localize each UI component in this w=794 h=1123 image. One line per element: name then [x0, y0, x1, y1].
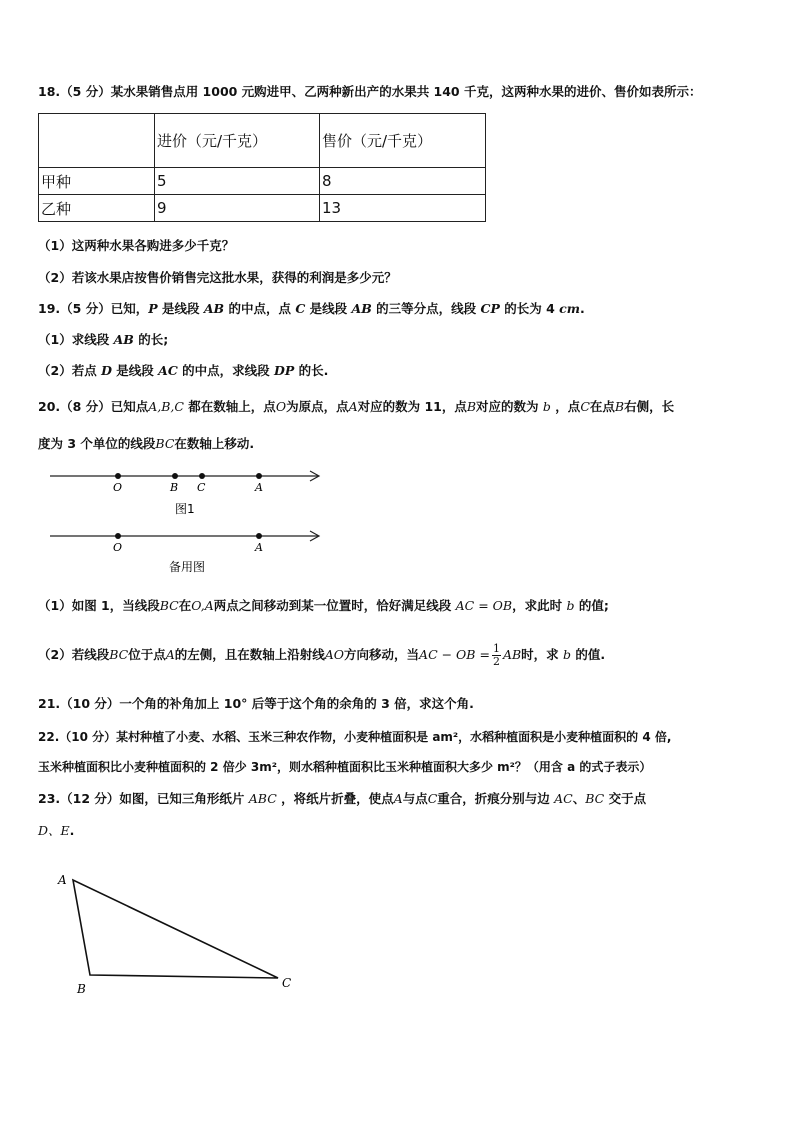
text: 与点 [402, 791, 428, 806]
vertex-label-B: B [77, 982, 86, 996]
var-BC: BC [159, 598, 179, 613]
q23-line2 [38, 822, 74, 840]
point-B [172, 473, 178, 479]
text: 度为 3 个单位的线段 [38, 436, 156, 451]
var-ABC: A,B,C [148, 399, 184, 414]
var-DP: DP [274, 363, 295, 378]
var-C: C [295, 301, 306, 316]
q23-line1 [38, 790, 646, 808]
vertex-label-A: A [58, 873, 67, 887]
text: 的长; [138, 332, 169, 347]
table-cell: 13 [320, 195, 486, 222]
text: 的长为 4 [504, 301, 555, 316]
q20-sub1 [38, 597, 609, 615]
text: 都在数轴上，点 [188, 399, 276, 414]
text: 为原点，点 [286, 399, 349, 414]
table-header-cell [39, 114, 155, 168]
triangle-abc [73, 880, 278, 978]
var-AB: AB [351, 301, 372, 316]
text: （1）求线段 [38, 332, 110, 347]
text: 的长. [298, 363, 329, 378]
var-BC: BC [155, 436, 175, 451]
q20-stem-line1 [38, 398, 674, 416]
text: 时，求 [521, 647, 559, 662]
var-b: b [563, 647, 572, 662]
text: 在数轴上移动. [174, 436, 255, 451]
q18-sub2: （2）若该水果店按售价销售完这批水果，获得的利润是多少元？ [38, 270, 397, 285]
figure-caption: 图1 [175, 502, 195, 516]
var-BC: BC [109, 647, 129, 662]
var-C: C [580, 399, 590, 414]
table-cell: 5 [155, 168, 320, 195]
table-cell: 9 [155, 195, 320, 222]
point-C [199, 473, 205, 479]
text: 交于点 [608, 791, 647, 806]
text: 方向移动，当 [344, 647, 420, 662]
table-cell: 甲种 [39, 168, 155, 195]
q22-line2: 玉米种植面积比小麦种植面积的 2 倍少 3m²，则水稻种植面积比玉米种植面积大多少 m²？（用含 a 的式子表示） [38, 760, 652, 774]
var-DE: D、E [38, 823, 70, 838]
table-cell: 乙种 [39, 195, 155, 222]
text: 的三等分点，线段 [376, 301, 477, 316]
var-AC: AC [158, 363, 178, 378]
fraction-half [492, 643, 501, 668]
q21-stem: 21.（10 分）一个角的补角加上 10° 后等于这个角的余角的 3 倍，求这个角. [38, 696, 474, 711]
table-cell: 8 [320, 168, 486, 195]
point-O [115, 473, 121, 479]
var-CP: CP [480, 301, 500, 316]
text: 位于点 [128, 647, 166, 662]
equation: AC = OB [455, 598, 513, 613]
text: 、 [572, 791, 586, 806]
point-A [256, 473, 262, 479]
table-row [39, 168, 486, 195]
point-O [115, 533, 121, 539]
q20-sub2 [38, 640, 605, 670]
figure-caption: 备用图 [169, 560, 206, 574]
text: 的左侧，且在数轴上沿射线 [174, 647, 325, 662]
var-OA: O,A [191, 598, 214, 613]
var-AB: AB [203, 301, 225, 316]
table-row [39, 195, 486, 222]
denominator: 2 [492, 655, 500, 668]
var-C: C [427, 791, 438, 806]
var-b: b [566, 598, 575, 613]
text: ，求此时 [512, 598, 563, 613]
var-O: O [275, 399, 287, 414]
var-D: D [101, 363, 112, 378]
price-table [38, 113, 486, 222]
var-BC: BC [585, 791, 605, 806]
var-P: P [148, 301, 158, 316]
q19-sub2 [38, 362, 328, 380]
text: 的中点，点 [228, 301, 291, 316]
text: 重合，折痕分别与边 [437, 791, 550, 806]
text: 对应的数为 [476, 399, 539, 414]
var-A: A [165, 647, 175, 662]
label-A: A [255, 541, 263, 554]
label-O: O [113, 481, 123, 494]
text: 19.（5 分）已知， [38, 301, 149, 316]
text: 的中点，求线段 [182, 363, 270, 378]
var-AO: AO [324, 647, 345, 662]
label-O: O [113, 541, 123, 554]
label-C: C [197, 481, 206, 494]
var-b: b [542, 399, 551, 414]
text: 在点 [589, 399, 615, 414]
text: 对应的数为 11，点 [357, 399, 467, 414]
point-A [256, 533, 262, 539]
numerator: 1 [492, 642, 500, 655]
table-header-cell: 进价（元/千克） [155, 114, 320, 168]
var-AB: AB [502, 647, 522, 662]
table-header-cell: 售价（元/千克） [320, 114, 486, 168]
var-ABC: ABC [248, 791, 277, 806]
text: 的值. [575, 647, 606, 662]
text: 23.（12 分）如图，已知三角形纸片 [38, 791, 245, 806]
number-line-backup [40, 526, 330, 578]
text: ，点 [555, 399, 581, 414]
q19-stem [38, 300, 585, 318]
q18-sub1: （1）这两种水果各购进多少千克？ [38, 238, 235, 253]
q18-stem: 18.（5 分）某水果销售点用 1000 元购进甲、乙两种新出产的水果共 140 千克，这两种水果的进价、售价如表所示： [38, 84, 702, 99]
number-line-figure-1 [40, 466, 330, 518]
equation: AC − OB = [419, 647, 490, 662]
var-AC: AC [554, 791, 573, 806]
q22-line1: 22.（10 分）某村种植了小麦、水稻、玉米三种农作物，小麦种植面积是 am²，水稻种植面积是小麦种植面积的 4 倍, [38, 730, 672, 744]
q20-stem-line2 [38, 435, 254, 453]
table-header-row [39, 114, 486, 168]
text: 是线段 [161, 301, 200, 316]
var-AB: AB [113, 332, 134, 347]
text: . [69, 823, 75, 838]
text: （2）若点 [38, 363, 97, 378]
text: （1）如图 1，当线段 [38, 598, 160, 613]
text: 在 [178, 598, 192, 613]
text: 的值; [578, 598, 609, 613]
var-B: B [614, 399, 625, 414]
unit-cm: cm [559, 301, 581, 316]
label-B: B [170, 481, 179, 494]
triangle-figure [50, 865, 310, 1005]
var-A: A [393, 791, 403, 806]
text: 20.（8 分）已知点 [38, 399, 149, 414]
text: 两点之间移动到某一位置时，恰好满足线段 [213, 598, 452, 613]
text: 是线段 [116, 363, 154, 378]
text: 右侧，长 [624, 399, 675, 414]
text: ，将纸片折叠，使点 [281, 791, 394, 806]
var-A: A [348, 399, 358, 414]
text: 是线段 [309, 301, 348, 316]
text: . [580, 301, 585, 316]
label-A: A [255, 481, 263, 494]
vertex-label-C: C [282, 976, 292, 990]
var-B: B [466, 399, 477, 414]
q19-sub1 [38, 331, 168, 349]
text: （2）若线段 [38, 647, 110, 662]
